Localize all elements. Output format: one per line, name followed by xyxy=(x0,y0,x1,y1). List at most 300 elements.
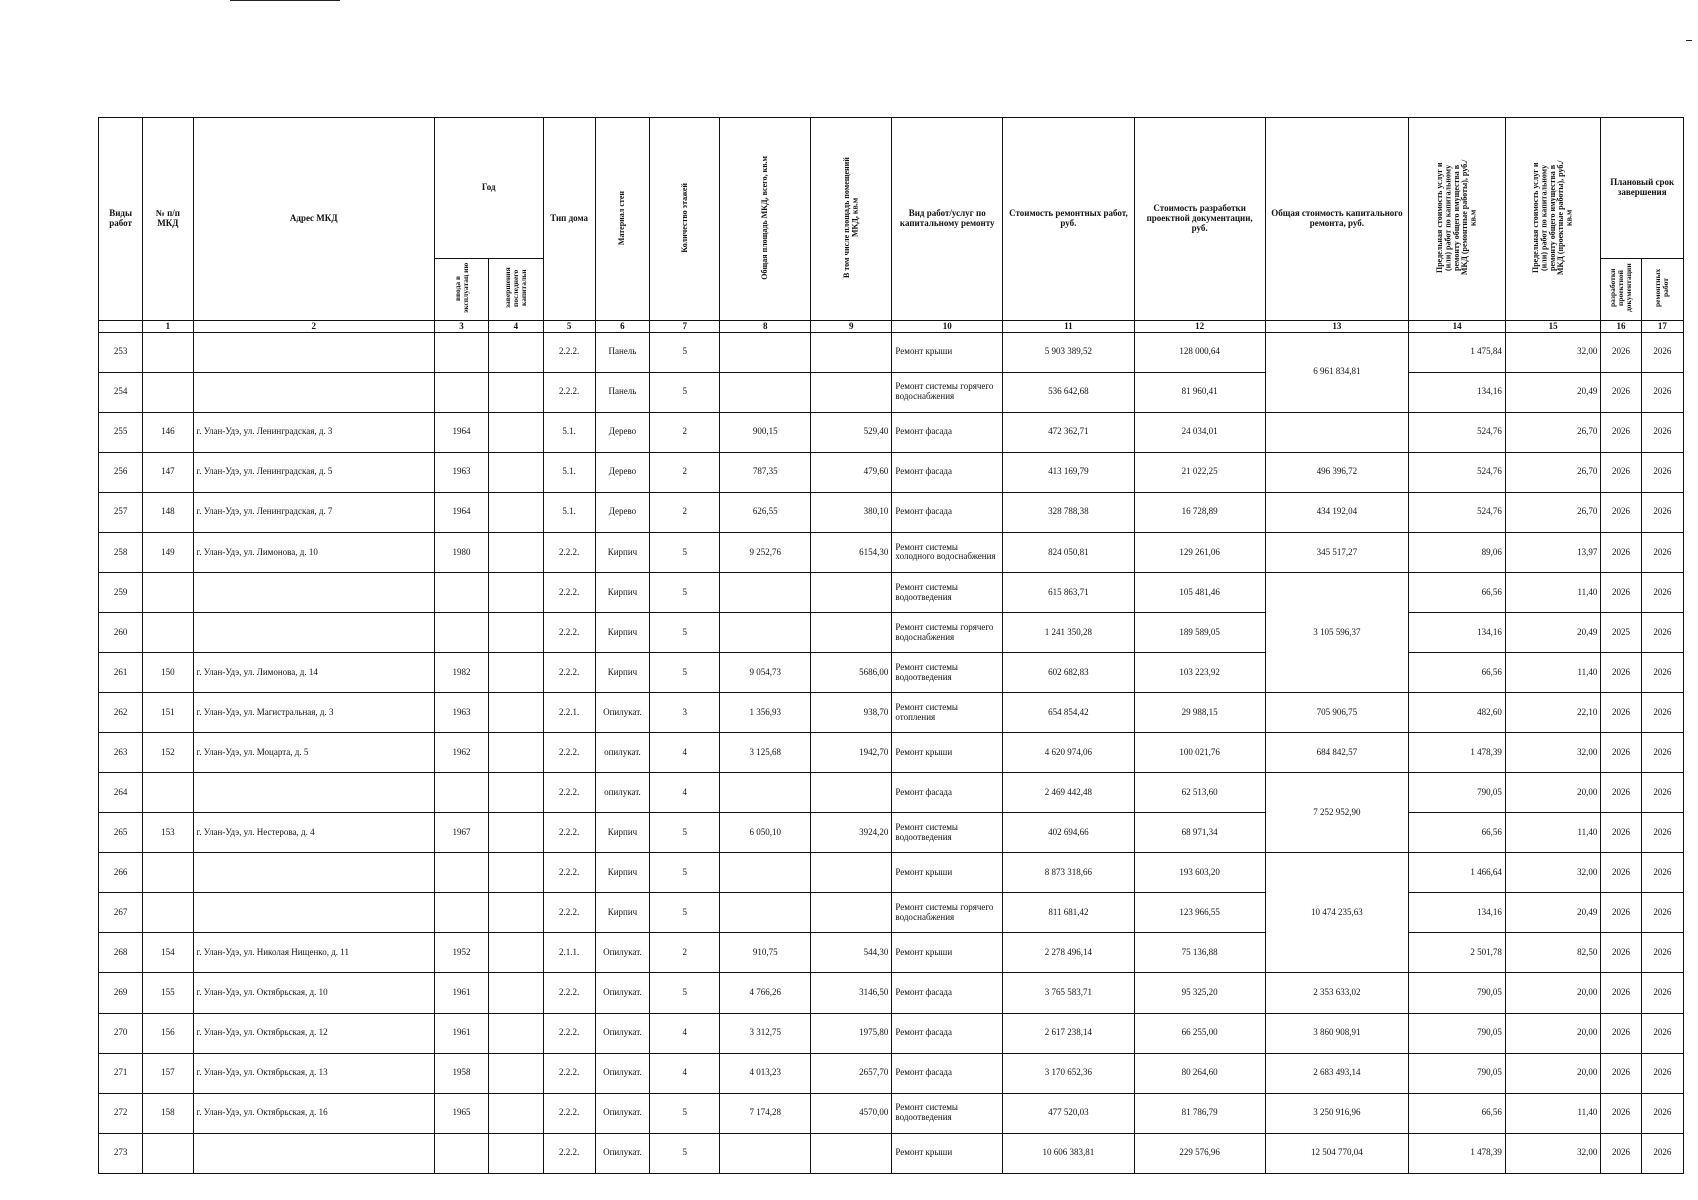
address-cell xyxy=(193,893,434,933)
limit-repair-cell: 66,56 xyxy=(1409,653,1506,693)
deadline-design-cell: 2026 xyxy=(1601,532,1641,572)
house-type-cell: 2.2.2. xyxy=(543,973,595,1013)
work-type-cell: 259 xyxy=(99,573,143,613)
total-cost-cell: 6 961 834,81 xyxy=(1265,332,1409,412)
design-cost-cell: 123 966,55 xyxy=(1134,893,1265,933)
limit-design-cell: 11,40 xyxy=(1505,813,1601,853)
year-commission-cell xyxy=(434,372,488,412)
floors-cell: 5 xyxy=(650,813,720,853)
limit-design-cell: 82,50 xyxy=(1505,933,1601,973)
column-number: 12 xyxy=(1134,321,1265,332)
address-cell xyxy=(193,372,434,412)
year-last-repair-cell xyxy=(489,973,543,1013)
column-number: 13 xyxy=(1265,321,1409,332)
work-type-cell: 271 xyxy=(99,1053,143,1093)
design-cost-cell: 75 136,88 xyxy=(1134,933,1265,973)
address-cell: г. Улан-Удэ, ул. Октябрьская, д. 12 xyxy=(193,1013,434,1053)
year-commission-cell: 1980 xyxy=(434,532,488,572)
work-type-cell: 272 xyxy=(99,1093,143,1133)
work-type-cell: 255 xyxy=(99,412,143,452)
year-commission-cell xyxy=(434,853,488,893)
year-last-repair-cell xyxy=(489,693,543,733)
total-area-cell: 4 013,23 xyxy=(720,1053,811,1093)
repair-cost-cell: 328 788,38 xyxy=(1003,492,1135,532)
mkd-number-cell: 155 xyxy=(143,973,193,1013)
table-row xyxy=(99,452,1684,492)
premises-area-cell: 6154,30 xyxy=(810,532,891,572)
limit-repair-cell: 790,05 xyxy=(1409,1013,1506,1053)
repair-work-cell: Ремонт системы водоотведения xyxy=(892,653,1003,693)
wall-material-cell: Опилукат. xyxy=(595,1093,649,1133)
floors-cell: 3 xyxy=(650,693,720,733)
limit-repair-cell: 524,76 xyxy=(1409,492,1506,532)
year-commission-cell: 1967 xyxy=(434,813,488,853)
premises-area-cell: 4570,00 xyxy=(810,1093,891,1133)
total-cost-cell: 3 860 908,91 xyxy=(1265,1013,1409,1053)
repair-cost-cell: 824 050,81 xyxy=(1003,532,1135,572)
limit-repair-cell: 134,16 xyxy=(1409,893,1506,933)
scan-mark-top xyxy=(230,0,340,1)
mkd-number-cell xyxy=(143,372,193,412)
work-type-cell: 268 xyxy=(99,933,143,973)
table-row xyxy=(99,773,1684,813)
work-type-cell: 270 xyxy=(99,1013,143,1053)
total-area-cell xyxy=(720,1133,811,1173)
deadline-design-cell: 2026 xyxy=(1601,412,1641,452)
premises-area-cell: 3924,20 xyxy=(810,813,891,853)
total-area-cell xyxy=(720,853,811,893)
limit-repair-cell: 134,16 xyxy=(1409,372,1506,412)
work-type-cell: 267 xyxy=(99,893,143,933)
deadline-design-cell: 2026 xyxy=(1601,1093,1641,1133)
total-cost-cell: 10 474 235,63 xyxy=(1265,853,1409,973)
year-commission-cell: 1965 xyxy=(434,1093,488,1133)
premises-area-cell xyxy=(810,613,891,653)
mkd-number-cell: 157 xyxy=(143,1053,193,1093)
address-cell: г. Улан-Удэ, ул. Ленинградская, д. 7 xyxy=(193,492,434,532)
address-cell: г. Улан-Удэ, ул. Октябрьская, д. 13 xyxy=(193,1053,434,1093)
total-area-cell: 4 766,26 xyxy=(720,973,811,1013)
wall-material-cell: Кирпич xyxy=(595,813,649,853)
col-header-year-commission: ввода в эксплуатац ию xyxy=(434,259,488,321)
column-number: 3 xyxy=(434,321,488,332)
deadline-design-cell: 2026 xyxy=(1601,573,1641,613)
table-row xyxy=(99,653,1684,693)
deadline-design-cell: 2026 xyxy=(1601,933,1641,973)
wall-material-cell: Кирпич xyxy=(595,532,649,572)
year-commission-cell: 1958 xyxy=(434,1053,488,1093)
year-last-repair-cell xyxy=(489,492,543,532)
mkd-number-cell: 153 xyxy=(143,813,193,853)
address-cell xyxy=(193,332,434,372)
table-row xyxy=(99,372,1684,412)
col-header-repair-cost: Стоимость ремонтных работ, руб. xyxy=(1003,118,1135,321)
limit-design-cell: 20,00 xyxy=(1505,1013,1601,1053)
premises-area-cell: 2657,70 xyxy=(810,1053,891,1093)
design-cost-cell: 105 481,46 xyxy=(1134,573,1265,613)
repair-cost-cell: 2 278 496,14 xyxy=(1003,933,1135,973)
total-cost-cell xyxy=(1265,412,1409,452)
year-last-repair-cell xyxy=(489,532,543,572)
mkd-number-cell xyxy=(143,893,193,933)
deadline-repair-cell: 2026 xyxy=(1641,613,1683,653)
year-last-repair-cell xyxy=(489,412,543,452)
col-header-design-cost: Стоимость разработки проектной документации, руб. xyxy=(1134,118,1265,321)
address-cell: г. Улан-Удэ, ул. Октябрьская, д. 16 xyxy=(193,1093,434,1133)
table-row xyxy=(99,933,1684,973)
design-cost-cell: 62 513,60 xyxy=(1134,773,1265,813)
design-cost-cell: 103 223,92 xyxy=(1134,653,1265,693)
mkd-number-cell: 154 xyxy=(143,933,193,973)
floors-cell: 2 xyxy=(650,452,720,492)
limit-design-cell: 13,97 xyxy=(1505,532,1601,572)
deadline-design-cell: 2026 xyxy=(1601,332,1641,372)
col-header-total-area: Общая площадь МКД, всего, кв.м xyxy=(720,118,811,321)
total-area-cell xyxy=(720,573,811,613)
premises-area-cell: 544,30 xyxy=(810,933,891,973)
deadline-design-cell: 2026 xyxy=(1601,853,1641,893)
design-cost-cell: 81 786,79 xyxy=(1134,1093,1265,1133)
floors-cell: 5 xyxy=(650,532,720,572)
total-cost-cell: 2 683 493,14 xyxy=(1265,1053,1409,1093)
column-number: 8 xyxy=(720,321,811,332)
year-commission-cell: 1982 xyxy=(434,653,488,693)
floors-cell: 2 xyxy=(650,933,720,973)
mkd-number-cell: 146 xyxy=(143,412,193,452)
col-header-wall-material: Материал стен xyxy=(595,118,649,321)
column-number-blank xyxy=(99,321,143,332)
deadline-repair-cell: 2026 xyxy=(1641,733,1683,773)
mkd-number-cell: 152 xyxy=(143,733,193,773)
work-type-cell: 253 xyxy=(99,332,143,372)
address-cell: г. Улан-Удэ, ул. Октябрьская, д. 10 xyxy=(193,973,434,1013)
house-type-cell: 2.2.2. xyxy=(543,773,595,813)
column-number: 9 xyxy=(810,321,891,332)
deadline-design-cell: 2026 xyxy=(1601,653,1641,693)
repair-cost-cell: 536 642,68 xyxy=(1003,372,1135,412)
house-type-cell: 5.1. xyxy=(543,492,595,532)
year-commission-cell: 1963 xyxy=(434,693,488,733)
design-cost-cell: 29 988,15 xyxy=(1134,693,1265,733)
total-area-cell: 9 252,76 xyxy=(720,532,811,572)
mkd-number-cell: 156 xyxy=(143,1013,193,1053)
deadline-design-cell: 2026 xyxy=(1601,1053,1641,1093)
repair-work-cell: Ремонт крыши xyxy=(892,853,1003,893)
deadline-repair-cell: 2026 xyxy=(1641,973,1683,1013)
year-last-repair-cell xyxy=(489,372,543,412)
total-area-cell: 7 174,28 xyxy=(720,1093,811,1133)
repair-work-cell: Ремонт фасада xyxy=(892,452,1003,492)
wall-material-cell: Опилукат. xyxy=(595,1013,649,1053)
repair-cost-cell: 3 765 583,71 xyxy=(1003,973,1135,1013)
repair-cost-cell: 5 903 389,52 xyxy=(1003,332,1135,372)
deadline-repair-cell: 2026 xyxy=(1641,773,1683,813)
work-type-cell: 265 xyxy=(99,813,143,853)
limit-repair-cell: 66,56 xyxy=(1409,1093,1506,1133)
deadline-repair-cell: 2026 xyxy=(1641,532,1683,572)
repair-work-cell: Ремонт фасада xyxy=(892,973,1003,1013)
premises-area-cell: 1942,70 xyxy=(810,733,891,773)
year-last-repair-cell xyxy=(489,813,543,853)
year-commission-cell: 1952 xyxy=(434,933,488,973)
address-cell: г. Улан-Удэ, ул. Николая Нищенко, д. 11 xyxy=(193,933,434,973)
floors-cell: 5 xyxy=(650,973,720,1013)
wall-material-cell: Дерево xyxy=(595,492,649,532)
mkd-number-cell: 158 xyxy=(143,1093,193,1133)
total-area-cell xyxy=(720,773,811,813)
table-row xyxy=(99,1053,1684,1093)
floors-cell: 4 xyxy=(650,1013,720,1053)
column-number: 14 xyxy=(1409,321,1506,332)
mkd-number-cell xyxy=(143,1133,193,1173)
year-last-repair-cell xyxy=(489,332,543,372)
work-type-cell: 264 xyxy=(99,773,143,813)
mkd-number-cell xyxy=(143,853,193,893)
limit-design-cell: 20,00 xyxy=(1505,1053,1601,1093)
repair-work-cell: Ремонт крыши xyxy=(892,1133,1003,1173)
limit-repair-cell: 2 501,78 xyxy=(1409,933,1506,973)
year-last-repair-cell xyxy=(489,1013,543,1053)
column-number: 17 xyxy=(1641,321,1683,332)
column-number: 15 xyxy=(1505,321,1601,332)
total-area-cell: 1 356,93 xyxy=(720,693,811,733)
work-type-cell: 254 xyxy=(99,372,143,412)
wall-material-cell: Кирпич xyxy=(595,853,649,893)
floors-cell: 5 xyxy=(650,332,720,372)
col-header-deadline-repair: ремонтных работ xyxy=(1641,259,1683,321)
deadline-repair-cell: 2026 xyxy=(1641,813,1683,853)
wall-material-cell: Кирпич xyxy=(595,573,649,613)
wall-material-cell: Опилукат. xyxy=(595,1133,649,1173)
repair-cost-cell: 402 694,66 xyxy=(1003,813,1135,853)
limit-design-cell: 26,70 xyxy=(1505,412,1601,452)
deadline-repair-cell: 2026 xyxy=(1641,693,1683,733)
year-last-repair-cell xyxy=(489,1093,543,1133)
mkd-number-cell: 150 xyxy=(143,653,193,693)
deadline-repair-cell: 2026 xyxy=(1641,1053,1683,1093)
address-cell xyxy=(193,573,434,613)
column-number: 2 xyxy=(193,321,434,332)
table-row xyxy=(99,1013,1684,1053)
year-last-repair-cell xyxy=(489,853,543,893)
mkd-number-cell xyxy=(143,773,193,813)
limit-repair-cell: 89,06 xyxy=(1409,532,1506,572)
deadline-repair-cell: 2026 xyxy=(1641,372,1683,412)
design-cost-cell: 68 971,34 xyxy=(1134,813,1265,853)
deadline-design-cell: 2026 xyxy=(1601,893,1641,933)
house-type-cell: 5.1. xyxy=(543,452,595,492)
deadline-design-cell: 2026 xyxy=(1601,813,1641,853)
repair-cost-cell: 654 854,42 xyxy=(1003,693,1135,733)
total-area-cell xyxy=(720,372,811,412)
design-cost-cell: 95 325,20 xyxy=(1134,973,1265,1013)
limit-design-cell: 32,00 xyxy=(1505,733,1601,773)
address-cell: г. Улан-Удэ, ул. Ленинградская, д. 3 xyxy=(193,412,434,452)
premises-area-cell: 1975,80 xyxy=(810,1013,891,1053)
table-row xyxy=(99,412,1684,452)
floors-cell: 4 xyxy=(650,1053,720,1093)
table-row xyxy=(99,492,1684,532)
wall-material-cell: опилукат. xyxy=(595,733,649,773)
house-type-cell: 2.2.2. xyxy=(543,1133,595,1173)
total-cost-cell: 705 906,75 xyxy=(1265,693,1409,733)
design-cost-cell: 66 255,00 xyxy=(1134,1013,1265,1053)
total-area-cell: 3 312,75 xyxy=(720,1013,811,1053)
deadline-repair-cell: 2026 xyxy=(1641,492,1683,532)
repair-work-cell: Ремонт фасада xyxy=(892,1013,1003,1053)
col-header-floors: Количество этажей xyxy=(650,118,720,321)
repair-cost-cell: 602 682,83 xyxy=(1003,653,1135,693)
year-commission-cell xyxy=(434,1133,488,1173)
design-cost-cell: 229 576,96 xyxy=(1134,1133,1265,1173)
mkd-number-cell: 147 xyxy=(143,452,193,492)
total-area-cell: 626,55 xyxy=(720,492,811,532)
col-header-year: Год xyxy=(434,118,543,259)
repair-cost-cell: 1 241 350,28 xyxy=(1003,613,1135,653)
wall-material-cell: Опилукат. xyxy=(595,933,649,973)
column-number: 7 xyxy=(650,321,720,332)
limit-design-cell: 20,49 xyxy=(1505,613,1601,653)
wall-material-cell: Дерево xyxy=(595,412,649,452)
work-type-cell: 256 xyxy=(99,452,143,492)
work-type-cell: 261 xyxy=(99,653,143,693)
deadline-design-cell: 2026 xyxy=(1601,693,1641,733)
deadline-repair-cell: 2026 xyxy=(1641,412,1683,452)
deadline-repair-cell: 2026 xyxy=(1641,893,1683,933)
address-cell: г. Улан-Удэ, ул. Моцарта, д. 5 xyxy=(193,733,434,773)
premises-area-cell xyxy=(810,372,891,412)
limit-repair-cell: 482,60 xyxy=(1409,693,1506,733)
floors-cell: 5 xyxy=(650,893,720,933)
table-row xyxy=(99,973,1684,1013)
col-header-work-type: Виды работ xyxy=(99,118,143,321)
limit-design-cell: 20,00 xyxy=(1505,973,1601,1013)
premises-area-cell: 5686,00 xyxy=(810,653,891,693)
limit-repair-cell: 524,76 xyxy=(1409,452,1506,492)
premises-area-cell: 479,60 xyxy=(810,452,891,492)
repair-work-cell: Ремонт системы водоотведения xyxy=(892,1093,1003,1133)
deadline-design-cell: 2026 xyxy=(1601,973,1641,1013)
limit-design-cell: 26,70 xyxy=(1505,452,1601,492)
total-area-cell: 9 054,73 xyxy=(720,653,811,693)
repair-cost-cell: 2 469 442,48 xyxy=(1003,773,1135,813)
work-type-cell: 263 xyxy=(99,733,143,773)
work-type-cell: 262 xyxy=(99,693,143,733)
deadline-design-cell: 2026 xyxy=(1601,1133,1641,1173)
deadline-repair-cell: 2026 xyxy=(1641,653,1683,693)
address-cell xyxy=(193,613,434,653)
total-cost-cell: 434 192,04 xyxy=(1265,492,1409,532)
mkd-number-cell: 149 xyxy=(143,532,193,572)
repair-work-cell: Ремонт системы водоотведения xyxy=(892,573,1003,613)
house-type-cell: 2.2.2. xyxy=(543,573,595,613)
year-commission-cell xyxy=(434,573,488,613)
table-row xyxy=(99,693,1684,733)
repair-work-cell: Ремонт фасада xyxy=(892,1053,1003,1093)
repair-cost-cell: 615 863,71 xyxy=(1003,573,1135,613)
work-type-cell: 257 xyxy=(99,492,143,532)
address-cell: г. Улан-Удэ, ул. Нестерова, д. 4 xyxy=(193,813,434,853)
floors-cell: 4 xyxy=(650,733,720,773)
house-type-cell: 2.2.2. xyxy=(543,372,595,412)
column-number: 6 xyxy=(595,321,649,332)
deadline-design-cell: 2025 xyxy=(1601,613,1641,653)
limit-repair-cell: 134,16 xyxy=(1409,613,1506,653)
column-number: 4 xyxy=(489,321,543,332)
repair-work-cell: Ремонт системы горячего водоснабжения xyxy=(892,613,1003,653)
total-area-cell: 787,35 xyxy=(720,452,811,492)
repair-cost-cell: 4 620 974,06 xyxy=(1003,733,1135,773)
work-type-cell: 269 xyxy=(99,973,143,1013)
repair-work-cell: Ремонт системы горячего водоснабжения xyxy=(892,372,1003,412)
repair-register-table xyxy=(98,117,1684,1174)
limit-repair-cell: 1 466,64 xyxy=(1409,853,1506,893)
limit-design-cell: 20,49 xyxy=(1505,893,1601,933)
column-number: 16 xyxy=(1601,321,1641,332)
floors-cell: 2 xyxy=(650,492,720,532)
house-type-cell: 2.2.2. xyxy=(543,1013,595,1053)
address-cell: г. Улан-Удэ, ул. Магистральная, д. 3 xyxy=(193,693,434,733)
address-cell xyxy=(193,853,434,893)
year-commission-cell: 1961 xyxy=(434,973,488,1013)
deadline-repair-cell: 2026 xyxy=(1641,853,1683,893)
column-number: 1 xyxy=(143,321,193,332)
total-area-cell: 910,75 xyxy=(720,933,811,973)
address-cell xyxy=(193,1133,434,1173)
col-header-limit-design: Предельная стоимость услуг и (или) работ по капитальному ремонту общего имущества в МКД (проектные работы), руб./кв.м xyxy=(1505,118,1601,321)
deadline-repair-cell: 2026 xyxy=(1641,1133,1683,1173)
limit-design-cell: 20,49 xyxy=(1505,372,1601,412)
work-type-cell: 273 xyxy=(99,1133,143,1173)
house-type-cell: 2.2.2. xyxy=(543,653,595,693)
col-header-house-type: Тип дома xyxy=(543,118,595,321)
house-type-cell: 2.2.2. xyxy=(543,1053,595,1093)
design-cost-cell: 80 264,60 xyxy=(1134,1053,1265,1093)
deadline-design-cell: 2026 xyxy=(1601,733,1641,773)
col-header-total-cost: Общая стоимость капитального ремонта, руб. xyxy=(1265,118,1409,321)
premises-area-cell xyxy=(810,573,891,613)
house-type-cell: 2.2.2. xyxy=(543,733,595,773)
design-cost-cell: 128 000,64 xyxy=(1134,332,1265,372)
repair-work-cell: Ремонт крыши xyxy=(892,733,1003,773)
deadline-repair-cell: 2026 xyxy=(1641,1013,1683,1053)
premises-area-cell: 3146,50 xyxy=(810,973,891,1013)
house-type-cell: 2.2.2. xyxy=(543,813,595,853)
wall-material-cell: Опилукат. xyxy=(595,693,649,733)
total-area-cell: 900,15 xyxy=(720,412,811,452)
floors-cell: 4 xyxy=(650,773,720,813)
table-row xyxy=(99,813,1684,853)
premises-area-cell: 529,40 xyxy=(810,412,891,452)
repair-cost-cell: 2 617 238,14 xyxy=(1003,1013,1135,1053)
total-area-cell xyxy=(720,893,811,933)
work-type-cell: 258 xyxy=(99,532,143,572)
work-type-cell: 260 xyxy=(99,613,143,653)
repair-cost-cell: 8 873 318,66 xyxy=(1003,853,1135,893)
floors-cell: 5 xyxy=(650,1133,720,1173)
premises-area-cell xyxy=(810,773,891,813)
mkd-number-cell xyxy=(143,613,193,653)
house-type-cell: 2.2.2. xyxy=(543,613,595,653)
mkd-number-cell xyxy=(143,573,193,613)
design-cost-cell: 16 728,89 xyxy=(1134,492,1265,532)
house-type-cell: 2.1.1. xyxy=(543,933,595,973)
premises-area-cell xyxy=(810,332,891,372)
limit-design-cell: 22,10 xyxy=(1505,693,1601,733)
total-cost-cell: 496 396,72 xyxy=(1265,452,1409,492)
year-last-repair-cell xyxy=(489,613,543,653)
year-last-repair-cell xyxy=(489,452,543,492)
